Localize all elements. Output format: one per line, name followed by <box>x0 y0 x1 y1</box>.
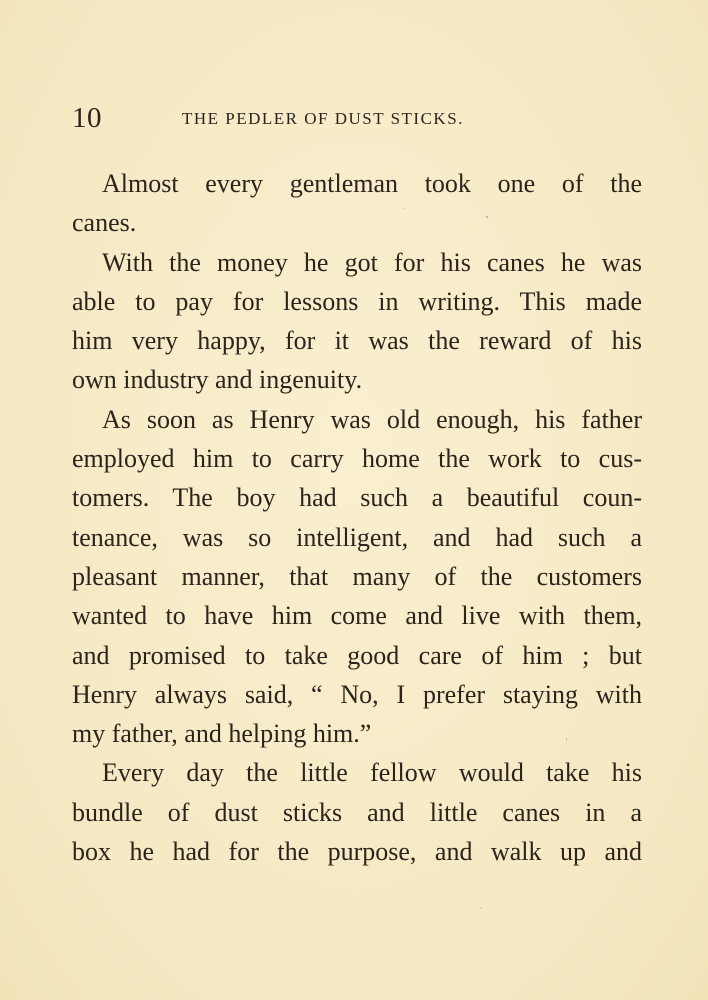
paragraph <box>72 753 642 871</box>
text-line: tenance, was so intelligent, and had such a <box>72 522 642 552</box>
text-line: bundle of dust sticks and little canes in a <box>72 797 642 827</box>
paragraph <box>72 164 642 243</box>
text-line: own industry and ingenuity. <box>72 365 363 395</box>
text-line: him very happy, for it was the reward of his <box>72 326 642 356</box>
page-header <box>72 100 640 136</box>
text-line: able to pay for lessons in writing. This made <box>72 286 642 316</box>
text-line: box he had for the purpose, and walk up and <box>72 837 642 867</box>
text-line: and promised to take good care of him ; but <box>72 640 642 670</box>
page-number: 10 <box>72 102 102 134</box>
text-line: employed him to carry home the work to cus- <box>72 444 642 474</box>
paragraph <box>72 243 642 400</box>
text-line: Henry always said, “ No, I prefer staying with <box>72 679 642 709</box>
paper-speck <box>403 208 404 209</box>
text-line: canes. <box>72 208 137 238</box>
text-line: wanted to have him come and live with them, <box>72 601 642 631</box>
text-line: tomers. The boy had such a beautiful coun- <box>72 483 642 513</box>
paper-speck <box>486 216 488 218</box>
body-text <box>72 164 642 871</box>
paper-speck <box>481 907 482 909</box>
text-line: As soon as Henry was old enough, his father <box>102 404 642 434</box>
text-line: pleasant manner, that many of the customers <box>72 561 642 591</box>
text-line: Almost every gentleman took one of the <box>102 169 642 198</box>
paper-speck <box>566 738 567 741</box>
text-line: With the money he got for his canes he was <box>102 247 642 277</box>
text-line: my father, and helping him.” <box>72 719 372 749</box>
text-line: Every day the little fellow would take his <box>102 758 642 788</box>
paragraph <box>72 400 642 754</box>
running-title: THE PEDLER OF DUST STICKS. <box>182 109 464 128</box>
